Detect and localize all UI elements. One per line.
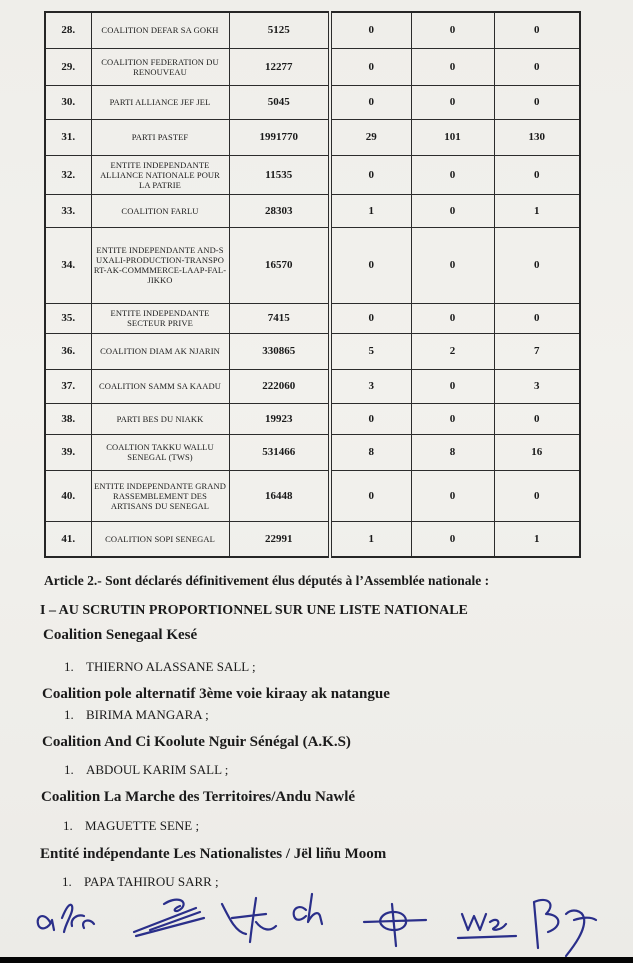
seats-cell: 8 [411,434,494,470]
signature-4 [294,894,322,924]
row-number: 30. [45,85,91,119]
list-name: COALITION SAMM SA KAADU [91,369,229,403]
list-name: ENTITE INDEPENDANTE ALLIANCE NATIONALE POUR LA PATRIE [91,155,229,194]
total-seats-cell: 130 [494,119,580,155]
table-row [45,333,580,369]
section-heading: I – AU SCRUTIN PROPORTIONNEL SUR UNE LISTE NATIONALE [40,603,468,618]
signature-2 [134,900,204,936]
list-name: COALITION DEFAR SA GOKH [91,12,229,48]
votes-cell: 19923 [229,403,330,434]
total-seats-cell: 0 [494,470,580,521]
total-seats-cell: 16 [494,434,580,470]
list-name: COALTION TAKKU WALLU SENEGAL (TWS) [91,434,229,470]
member-number: 1. [63,818,73,833]
table-row [45,434,580,470]
seats-cell: 0 [411,470,494,521]
signature-7 [534,900,596,956]
row-number: 35. [45,303,91,333]
signatures [0,860,633,960]
row-number: 32. [45,155,91,194]
total-seats-cell: 0 [494,227,580,303]
seats-cell: 0 [330,303,411,333]
total-seats-cell: 3 [494,369,580,403]
table-row [45,470,580,521]
signature-6 [458,914,516,938]
seats-cell: 0 [330,12,411,48]
party-heading: Entité indépendante Les Nationalistes / Jël liñu Moom [40,846,387,862]
seats-cell: 1 [330,521,411,557]
seats-cell: 0 [411,194,494,227]
list-name: ENTITE INDEPENDANTE SECTEUR PRIVE [91,303,229,333]
votes-cell: 330865 [229,333,330,369]
total-seats-cell: 0 [494,303,580,333]
seats-cell: 0 [330,403,411,434]
table-row [45,48,580,85]
signature-3 [222,898,276,942]
votes-cell: 5045 [229,85,330,119]
total-seats-cell: 0 [494,48,580,85]
list-name: PARTI ALLIANCE JEF JEL [91,85,229,119]
seats-cell: 8 [330,434,411,470]
total-seats-cell: 1 [494,521,580,557]
member-number: 1. [62,874,72,889]
member-name: PAPA TAHIROU SARR ; [84,874,219,889]
row-number: 28. [45,12,91,48]
elected-member [64,762,228,778]
votes-cell: 1991770 [229,119,330,155]
member-name: THIERNO ALASSANE SALL ; [86,659,256,674]
total-seats-cell: 0 [494,12,580,48]
elected-member [64,707,209,723]
list-name: COALITION SOPI SENEGAL [91,521,229,557]
article-2-intro: Article 2.- Sont déclarés définitivement élus députés à l’Assemblée nationale : [44,573,490,588]
bottom-edge [0,957,633,963]
member-number: 1. [64,707,74,722]
list-name: COALITION DIAM AK NJARIN [91,333,229,369]
total-seats-cell: 7 [494,333,580,369]
votes-cell: 16448 [229,470,330,521]
votes-cell: 16570 [229,227,330,303]
seats-cell: 29 [330,119,411,155]
list-name: ENTITE INDEPENDANTE AND-SUXALI-PRODUCTION-TRANSPORT-AK-COMMMERCE-LAAP-FAL-JIKKO [91,227,229,303]
seats-cell: 0 [330,470,411,521]
seats-cell: 5 [330,333,411,369]
seats-cell: 0 [330,155,411,194]
votes-cell: 11535 [229,155,330,194]
seats-cell: 0 [411,48,494,85]
member-number: 1. [64,762,74,777]
member-name: BIRIMA MANGARA ; [86,707,209,722]
elected-member [63,818,199,834]
list-name: PARTI BES DU NIAKK [91,403,229,434]
total-seats-cell: 0 [494,155,580,194]
votes-cell: 12277 [229,48,330,85]
table-row [45,12,580,48]
seats-cell: 0 [411,369,494,403]
votes-cell: 22991 [229,521,330,557]
list-name: PARTI PASTEF [91,119,229,155]
seats-cell: 0 [411,85,494,119]
seats-cell: 2 [411,333,494,369]
seats-cell: 0 [411,155,494,194]
seats-cell: 3 [330,369,411,403]
member-name: ABDOUL KARIM SALL ; [86,762,229,777]
votes-cell: 222060 [229,369,330,403]
table-row [45,227,580,303]
row-number: 39. [45,434,91,470]
votes-cell: 5125 [229,12,330,48]
row-number: 36. [45,333,91,369]
elected-member [64,659,256,675]
total-seats-cell: 0 [494,403,580,434]
total-seats-cell: 0 [494,85,580,119]
list-name: COALITION FEDERATION DU RENOUVEAU [91,48,229,85]
table-row [45,521,580,557]
seats-cell: 0 [330,48,411,85]
seats-cell: 0 [411,521,494,557]
votes-cell: 7415 [229,303,330,333]
list-name: COALITION FARLU [91,194,229,227]
seats-cell: 0 [330,85,411,119]
row-number: 31. [45,119,91,155]
member-name: MAGUETTE SENE ; [85,818,200,833]
list-name: ENTITE INDEPENDANTE GRAND RASSEMBLEMENT DES ARTISANS DU SENEGAL [91,470,229,521]
seats-cell: 0 [411,403,494,434]
row-number: 38. [45,403,91,434]
table-row [45,303,580,333]
total-seats-cell: 1 [494,194,580,227]
seats-cell: 0 [411,227,494,303]
row-number: 40. [45,470,91,521]
row-number: 29. [45,48,91,85]
row-number: 34. [45,227,91,303]
party-heading: Coalition And Ci Koolute Nguir Sénégal (A.K.S) [42,734,351,750]
signature-1 [38,905,94,932]
row-number: 37. [45,369,91,403]
seats-cell: 0 [411,303,494,333]
votes-cell: 28303 [229,194,330,227]
seats-cell: 0 [330,227,411,303]
party-heading: Coalition La Marche des Territoires/Andu Nawlé [41,789,356,805]
row-number: 33. [45,194,91,227]
seats-cell: 1 [330,194,411,227]
table-row [45,85,580,119]
table-row [45,369,580,403]
seats-cell: 101 [411,119,494,155]
votes-cell: 531466 [229,434,330,470]
party-heading: Coalition pole alternatif 3ème voie kiraay ak natangue [42,686,390,702]
table-row [45,155,580,194]
seats-cell: 0 [411,12,494,48]
row-number: 41. [45,521,91,557]
table-row [45,119,580,155]
table-row [45,194,580,227]
results-table [44,11,581,558]
party-heading: Coalition Senegaal Kesé [43,627,198,643]
member-number: 1. [64,659,74,674]
table-row [45,403,580,434]
signature-5 [364,904,426,946]
